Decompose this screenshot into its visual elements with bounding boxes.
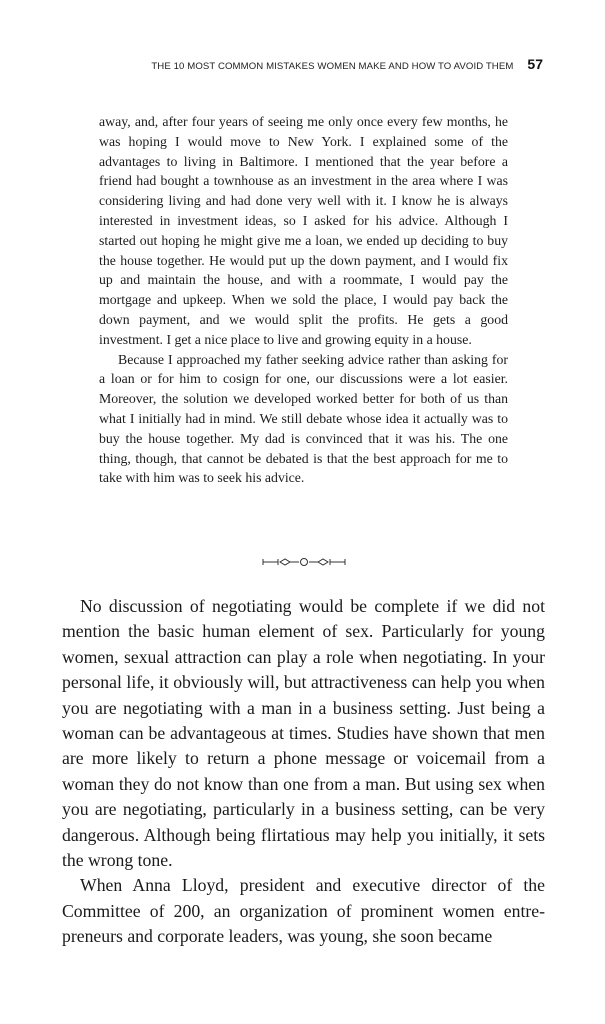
extract-paragraph: Because I approached my father seeking advice rather than asking for a loan or for him to cosign for one, our discussions were a lot easier. Moreover, the solution we developed worked better for both of us than what I initially had in mind. We still debate whose idea it actually was to buy the house together. My dad is convinced that it was his. The one thing, though, that cannot be debated is that the best approach for me to take with him was to seek his advice. bbox=[99, 351, 508, 486]
extract-paragraph: away, and, after four years of seeing me only once every few months, he was hoping I would move to New York. I explained some of the advantages to living in Baltimore. I mentioned that the year before a friend had bought a townhouse as an investment in the area where I was considering living and had done very well with it. I know he is always interested in investment ideas, so I asked for his advice. Although I started out hoping he might give me a loan, we ended up deciding to buy the house together. He would put up the down payment, and I would fix up and maintain the house, and with a roommate, I would pay the mortgage and upkeep. When we sold the place, I would pay back the down payment, and we would split the profits. He gets a good investment. I get a nice place to live and growing equity in a house. bbox=[99, 114, 508, 347]
body-paragraph: No discussion of negotiating would be complete if we did not mention the basic human element of sex. Particularly for young women, sexual attraction can play a role when negotiating. In your personal life, it obviously will, but attractiveness can help you when you are negotiating with a man in a business setting. Just being a woman can be advantageous at times. Studies have shown that men are more likely to return a phone message or voicemail from a woman they do not know than one from a man. But using sex when you are negotiating, particularly in a business setting, can be very dangerous. Although being flirtatious may help you initially, it sets the wrong tone. bbox=[62, 596, 545, 871]
block-quote-extract bbox=[99, 112, 508, 488]
section-divider-ornament-icon bbox=[262, 556, 346, 568]
running-head bbox=[151, 56, 543, 72]
body-paragraph: When Anna Lloyd, president and executive director of the Committee of 200, an organization of prominent women entrepreneurs and corporate leaders, was young, she soon became bbox=[62, 875, 545, 947]
running-head-title: THE 10 MOST COMMON MISTAKES WOMEN MAKE AND HOW TO AVOID THEM bbox=[151, 61, 514, 72]
page-number: 57 bbox=[527, 56, 543, 72]
main-body-text bbox=[62, 594, 545, 950]
